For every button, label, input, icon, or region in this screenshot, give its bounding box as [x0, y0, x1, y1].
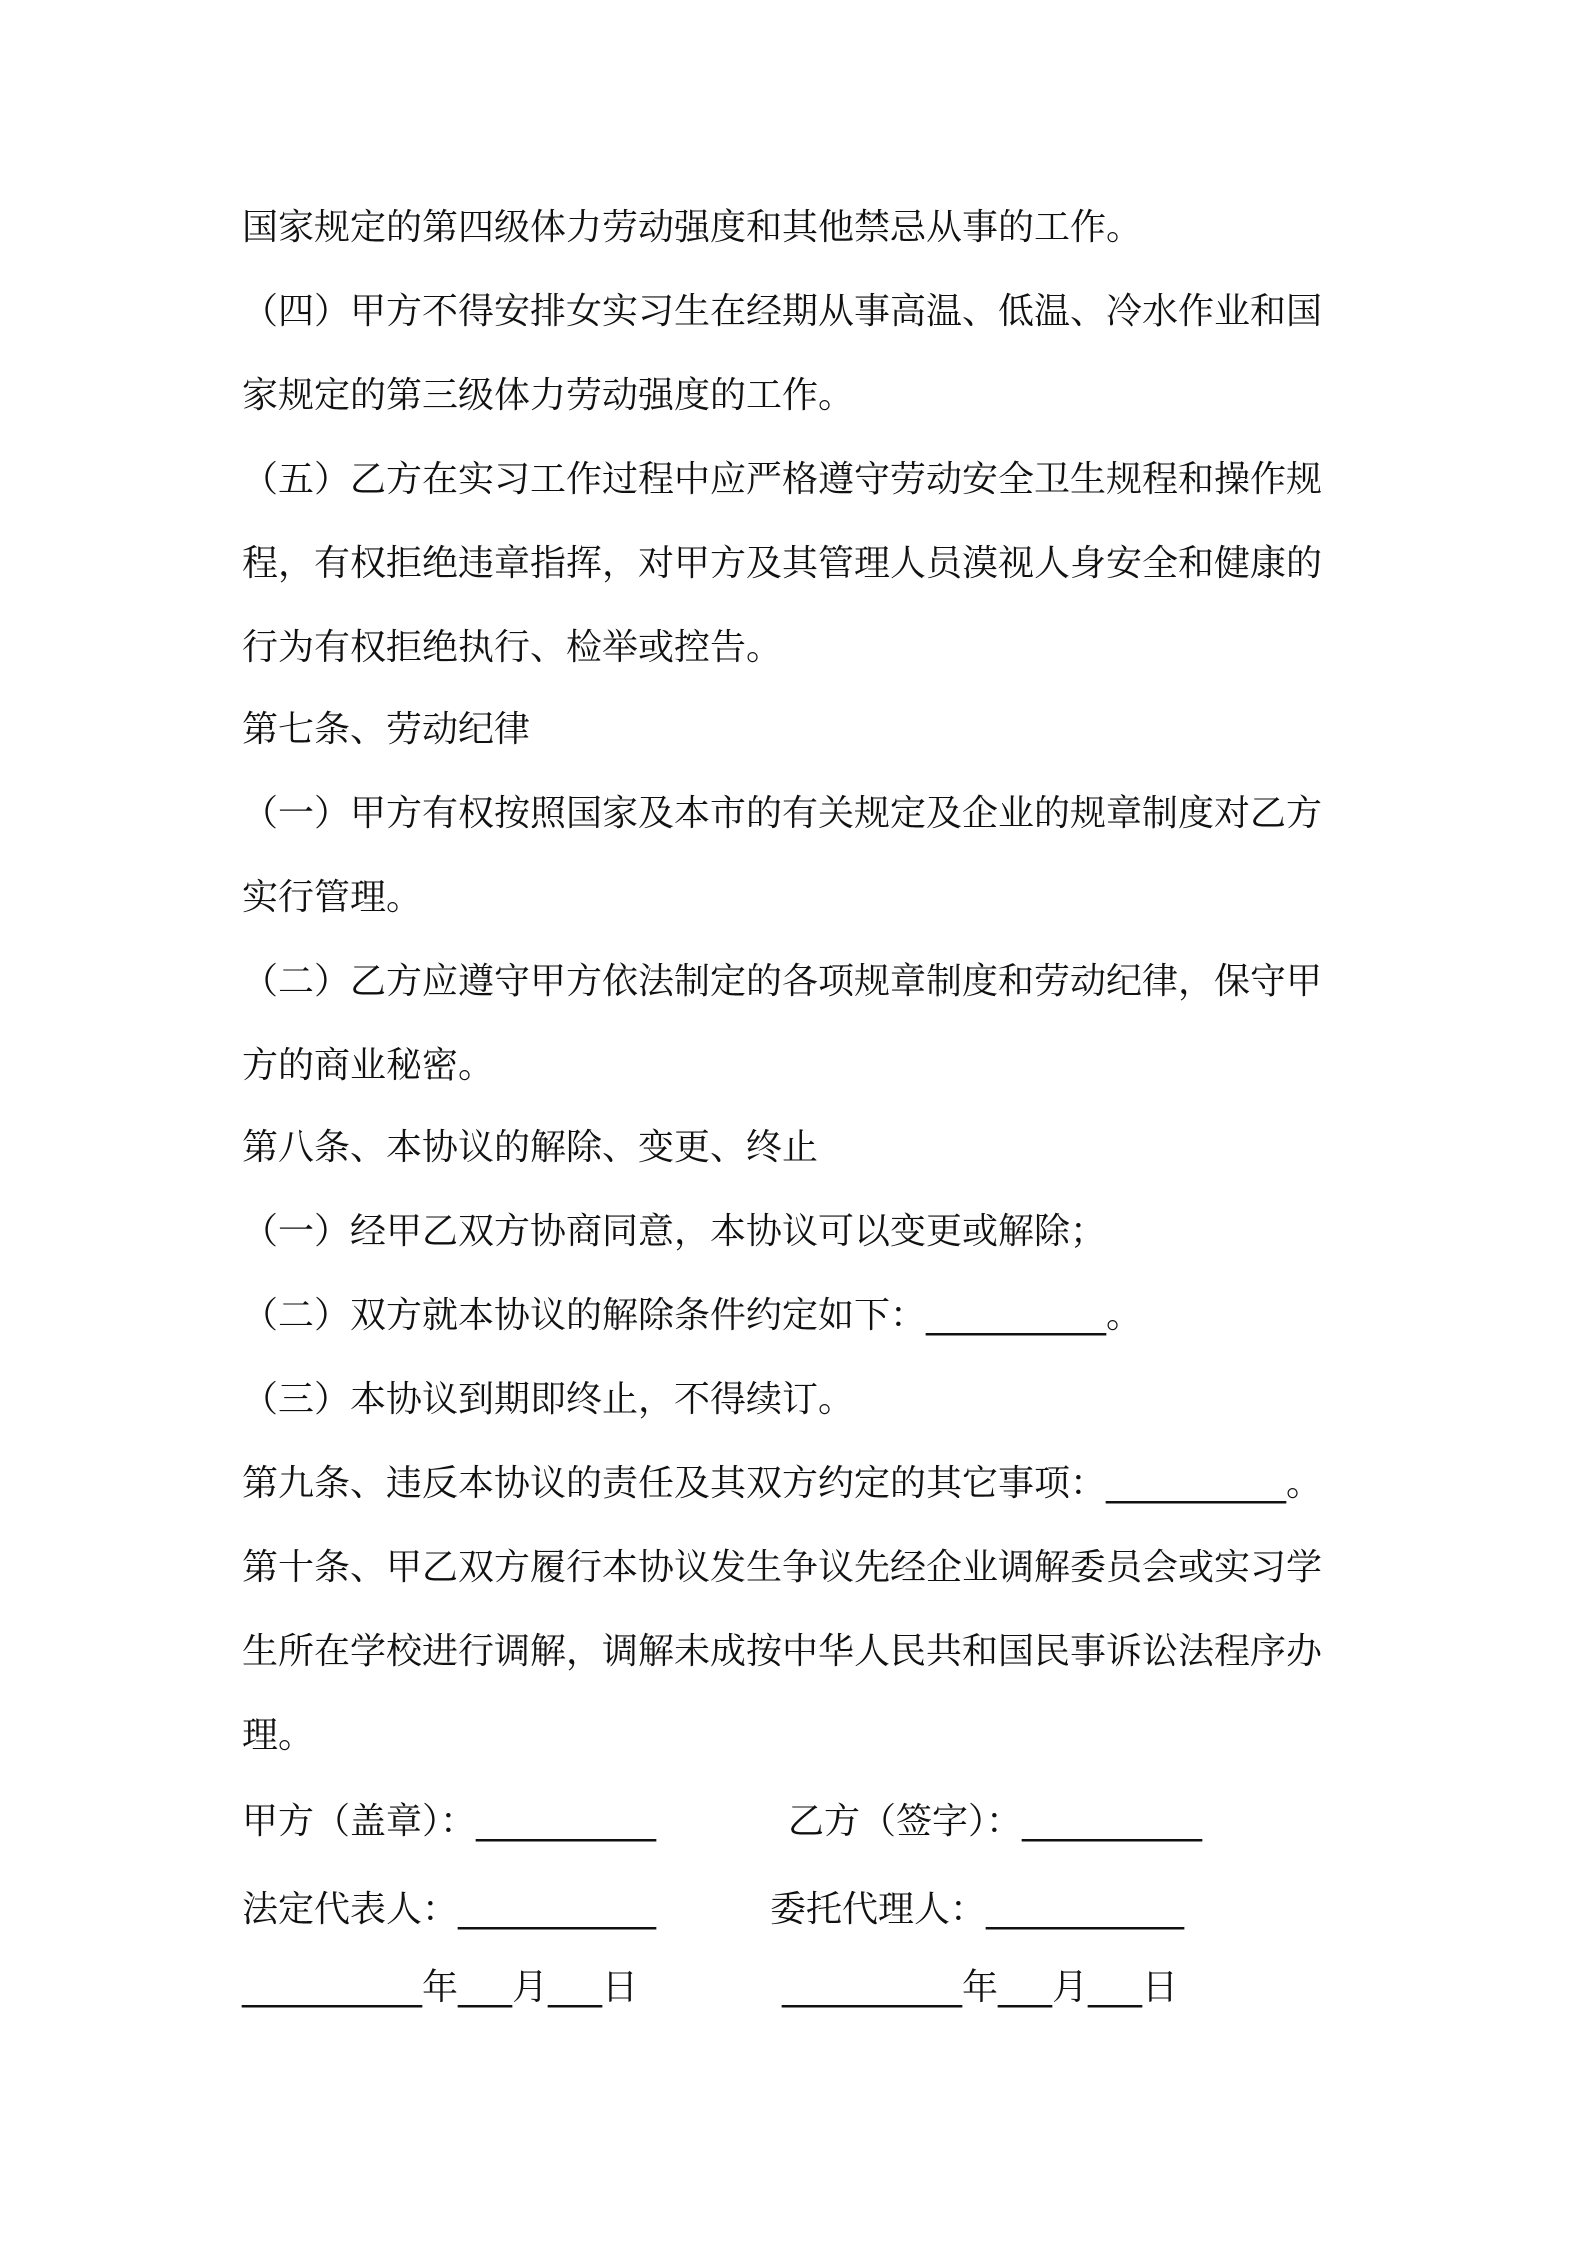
article-8-heading: 第八条、本协议的解除、变更、终止: [242, 1127, 819, 1168]
article-8-clause-3: （三）本协议到期即终止，不得续订。: [242, 1379, 855, 1420]
article-8-clause-2: （二）双方就本协议的解除条件约定如下：__________。: [242, 1295, 1143, 1336]
party-a-seal-field: 甲方（盖章）：__________: [242, 1801, 657, 1842]
legal-rep-field: 法定代表人：___________: [242, 1889, 657, 1930]
article-7-clause-2-line-2: 方的商业秘密。: [242, 1045, 495, 1086]
clause-5-line-1: （五）乙方在实习工作过程中应严格遵守劳动安全卫生规程和操作规: [242, 459, 1323, 500]
text-line: 国家规定的第四级体力劳动强度和其他禁忌从事的工作。: [242, 207, 1143, 248]
agent-field: 委托代理人：___________: [770, 1889, 1185, 1930]
date-field-b: __________年___月___日: [782, 1967, 1178, 2008]
article-10-line-1: 第十条、甲乙双方履行本协议发生争议先经企业调解委员会或实习学: [242, 1547, 1323, 1588]
clause-5-line-2: 程，有权拒绝违章指挥，对甲方及其管理人员漠视人身安全和健康的: [242, 543, 1323, 584]
party-b-sign-field: 乙方（签字）：__________: [788, 1801, 1203, 1842]
clause-4-line-1: （四）甲方不得安排女实习生在经期从事高温、低温、冷水作业和国: [242, 291, 1323, 332]
clause-4-line-2: 家规定的第三级体力劳动强度的工作。: [242, 375, 855, 416]
article-7-clause-1-line-1: （一）甲方有权按照国家及本市的有关规定及企业的规章制度对乙方: [242, 793, 1323, 834]
article-9: 第九条、违反本协议的责任及其双方约定的其它事项：__________。: [242, 1463, 1323, 1504]
article-7-clause-2-line-1: （二）乙方应遵守甲方依法制定的各项规章制度和劳动纪律，保守甲: [242, 961, 1323, 1002]
article-7-heading: 第七条、劳动纪律: [242, 709, 531, 750]
article-10-line-3: 理。: [242, 1715, 315, 1756]
article-8-clause-1: （一）经甲乙双方协商同意，本协议可以变更或解除；: [242, 1211, 1107, 1252]
date-field-a: __________年___月___日: [242, 1967, 638, 2008]
article-7-clause-1-line-2: 实行管理。: [242, 877, 423, 918]
clause-5-line-3: 行为有权拒绝执行、检举或控告。: [242, 627, 783, 668]
article-10-line-2: 生所在学校进行调解，调解未成按中华人民共和国民事诉讼法程序办: [242, 1631, 1323, 1672]
